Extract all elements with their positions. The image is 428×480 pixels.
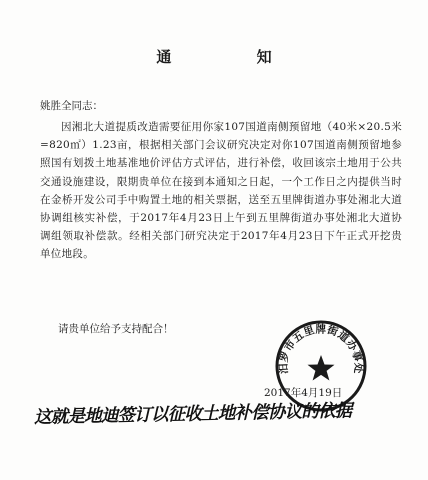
star-icon	[308, 355, 335, 381]
handwritten-note: 这就是地迪签订以征收土地补偿协议的依据	[33, 401, 352, 428]
notice-title: 通 知	[156, 48, 312, 66]
issue-date: 2017年4月19日	[264, 387, 343, 399]
notice-body: 因湘北大道提质改造需要征用你家107国道南侧预留地（40米×20.5米=820㎡）1.23亩，根据相关部门会议研究决定对你107国道南侧预留地参照国有划拨土地基准地价评估方式评估，进行补偿，收回该宗土地用于公共交通设施建设，限期贵单位在接到本通知之日起，一个工作日之内提供当时在金桥开发公司手中购置土地的相关票据，送至五里牌街道办事处湘北大道协调组核实补偿，于2017年4月23日上午到五里牌街道办事处湘北大道协调组领取补偿款。经相关部门研究决定于2017年4月23日下午正式开挖贵单位地段。	[40, 121, 402, 261]
closing-line: 请贵单位给予支持配合！	[58, 323, 174, 335]
seal-text: 汨罗市五里牌街道办事处	[277, 323, 365, 375]
salutation: 姚胜全同志：	[40, 100, 103, 112]
